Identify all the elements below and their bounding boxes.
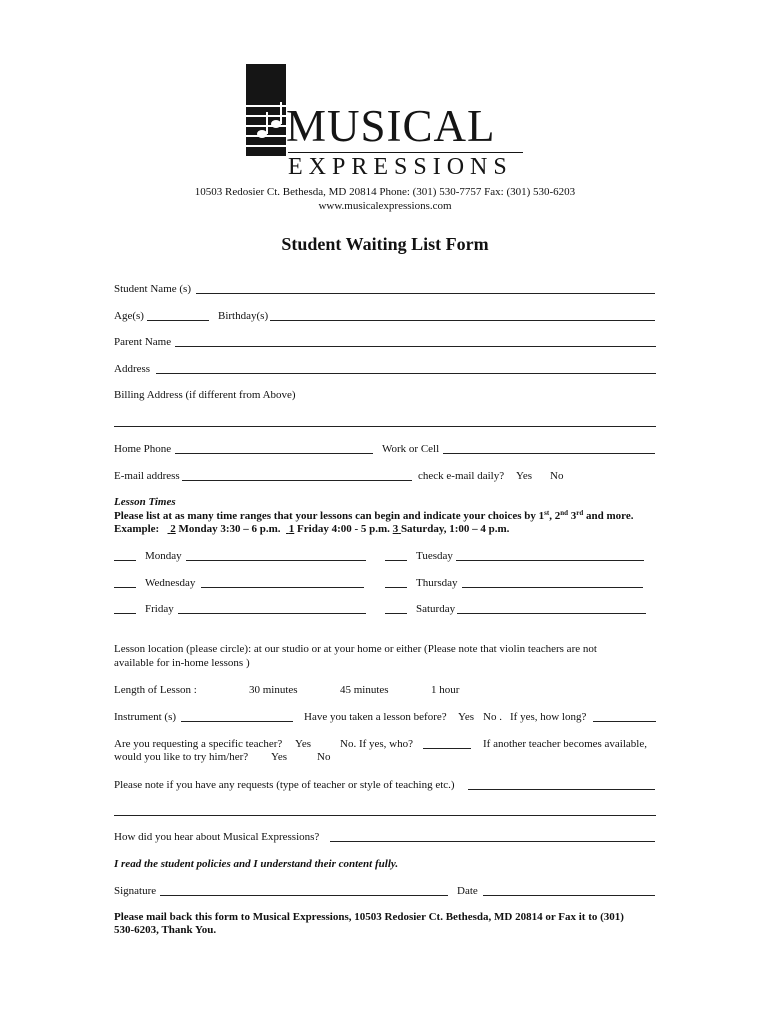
saturday-time-field[interactable] (457, 613, 646, 614)
day-thursday-label: Thursday (416, 577, 458, 589)
date-field[interactable] (483, 895, 655, 896)
age-field[interactable] (147, 320, 209, 321)
logo-wordmark-expressions: EXPRESSIONS (288, 154, 513, 180)
date-label: Date (457, 885, 478, 897)
requests-label: Please note if you have any requests (type of teacher or style of teaching etc.) (114, 779, 455, 791)
signature-field[interactable] (160, 895, 448, 896)
try-teacher-yes[interactable]: Yes (271, 751, 288, 763)
friday-rank-field[interactable] (114, 613, 136, 614)
company-website[interactable]: www.musicalexpressions.com (318, 200, 452, 212)
instrument-label: Instrument (s) (114, 711, 177, 723)
friday-time-field[interactable] (178, 613, 366, 614)
footer-instructions-line2: 530-6203, Thank You. (114, 924, 217, 936)
email-label: E-mail address (114, 470, 180, 482)
lesson-before-yes[interactable]: Yes (458, 711, 475, 723)
billing-address-field[interactable] (114, 426, 656, 427)
student-name-label: Student Name (s) (114, 283, 191, 295)
check-email-no[interactable]: No (550, 470, 564, 482)
email-field[interactable] (182, 480, 412, 481)
monday-rank-field[interactable] (114, 560, 136, 561)
monday-time-field[interactable] (186, 560, 366, 561)
day-saturday-label: Saturday (416, 603, 456, 615)
check-email-yes[interactable]: Yes (516, 470, 533, 482)
requests-field[interactable] (468, 789, 655, 790)
form-title: Student Waiting List Form (281, 234, 489, 254)
wednesday-time-field[interactable] (201, 587, 364, 588)
lesson-times-heading: Lesson Times (114, 496, 176, 508)
logo-divider (288, 152, 523, 153)
specific-teacher-question: Are you requesting a specific teacher? (114, 738, 283, 750)
wednesday-rank-field[interactable] (114, 587, 136, 588)
birthday-field[interactable] (270, 320, 655, 321)
teacher-name-field[interactable] (423, 748, 471, 749)
instrument-field[interactable] (181, 721, 293, 722)
company-address: 10503 Redosier Ct. Bethesda, MD 20814 Phone: (301) 530-7757 Fax: (301) 530-6203 (194, 186, 576, 198)
thursday-time-field[interactable] (462, 587, 643, 588)
day-monday-label: Monday (145, 550, 182, 562)
lesson-location-line2: available for in-home lessons ) (114, 657, 250, 669)
day-tuesday-label: Tuesday (416, 550, 453, 562)
how-long-field[interactable] (593, 721, 656, 722)
length-30-option[interactable]: 30 minutes (249, 684, 298, 696)
how-long-label: If yes, how long? (510, 711, 587, 723)
footer-instructions-line1: Please mail back this form to Musical Expressions, 10503 Redosier Ct. Bethesda, MD 20814 or Fax it to (301) (114, 911, 624, 923)
policies-statement: I read the student policies and I understand their content fully. (114, 858, 399, 870)
tuesday-time-field[interactable] (456, 560, 644, 561)
specific-teacher-no[interactable]: No. If yes, who? (340, 738, 414, 750)
address-label: Address (114, 363, 151, 375)
work-cell-field[interactable] (443, 453, 655, 454)
day-friday-label: Friday (145, 603, 174, 615)
specific-teacher-yes[interactable]: Yes (295, 738, 312, 750)
student-name-field[interactable] (196, 293, 655, 294)
work-cell-label: Work or Cell (382, 443, 440, 455)
logo-block (246, 64, 286, 156)
lesson-before-question: Have you taken a lesson before? (304, 711, 447, 723)
length-45-option[interactable]: 45 minutes (340, 684, 389, 696)
lesson-location-line1: Lesson location (please circle): at our studio or at your home or either (Please note that violin teachers are not (114, 643, 597, 655)
tuesday-rank-field[interactable] (385, 560, 407, 561)
lesson-times-example: Example: 2 Monday 3:30 – 6 p.m. 1 Friday 4:00 - 5 p.m. 3 Saturday, 1:00 – 4 p.m. (114, 523, 510, 535)
thursday-rank-field[interactable] (385, 587, 407, 588)
age-label: Age(s) (114, 310, 144, 322)
logo-wordmark-musical: MUSICAL (286, 101, 496, 151)
try-teacher-no[interactable]: No (317, 751, 331, 763)
saturday-rank-field[interactable] (385, 613, 407, 614)
referral-label: How did you hear about Musical Expressions? (114, 831, 320, 843)
address-field[interactable] (156, 373, 656, 374)
signature-label: Signature (114, 885, 157, 897)
parent-name-field[interactable] (175, 346, 656, 347)
lesson-before-no[interactable]: No . (483, 711, 502, 723)
referral-field[interactable] (330, 841, 655, 842)
home-phone-field[interactable] (175, 453, 373, 454)
length-60-option[interactable]: 1 hour (431, 684, 460, 696)
try-teacher-question: would you like to try him/her? (114, 751, 249, 763)
check-email-label: check e-mail daily? (418, 470, 505, 482)
home-phone-label: Home Phone (114, 443, 172, 455)
lesson-times-instructions: Please list at as many time ranges that your lessons can begin and indicate your choices by 1st, 2nd 3rd and more. (114, 509, 634, 522)
day-wednesday-label: Wednesday (145, 577, 196, 589)
requests-field-line2[interactable] (114, 815, 656, 816)
music-staff-icon (246, 64, 286, 156)
billing-address-label: Billing Address (if different from Above) (114, 389, 296, 401)
lesson-length-label: Length of Lesson : (114, 684, 197, 696)
parent-name-label: Parent Name (114, 336, 172, 348)
birthday-label: Birthday(s) (218, 310, 269, 322)
another-teacher-text: If another teacher becomes available, (483, 738, 647, 750)
